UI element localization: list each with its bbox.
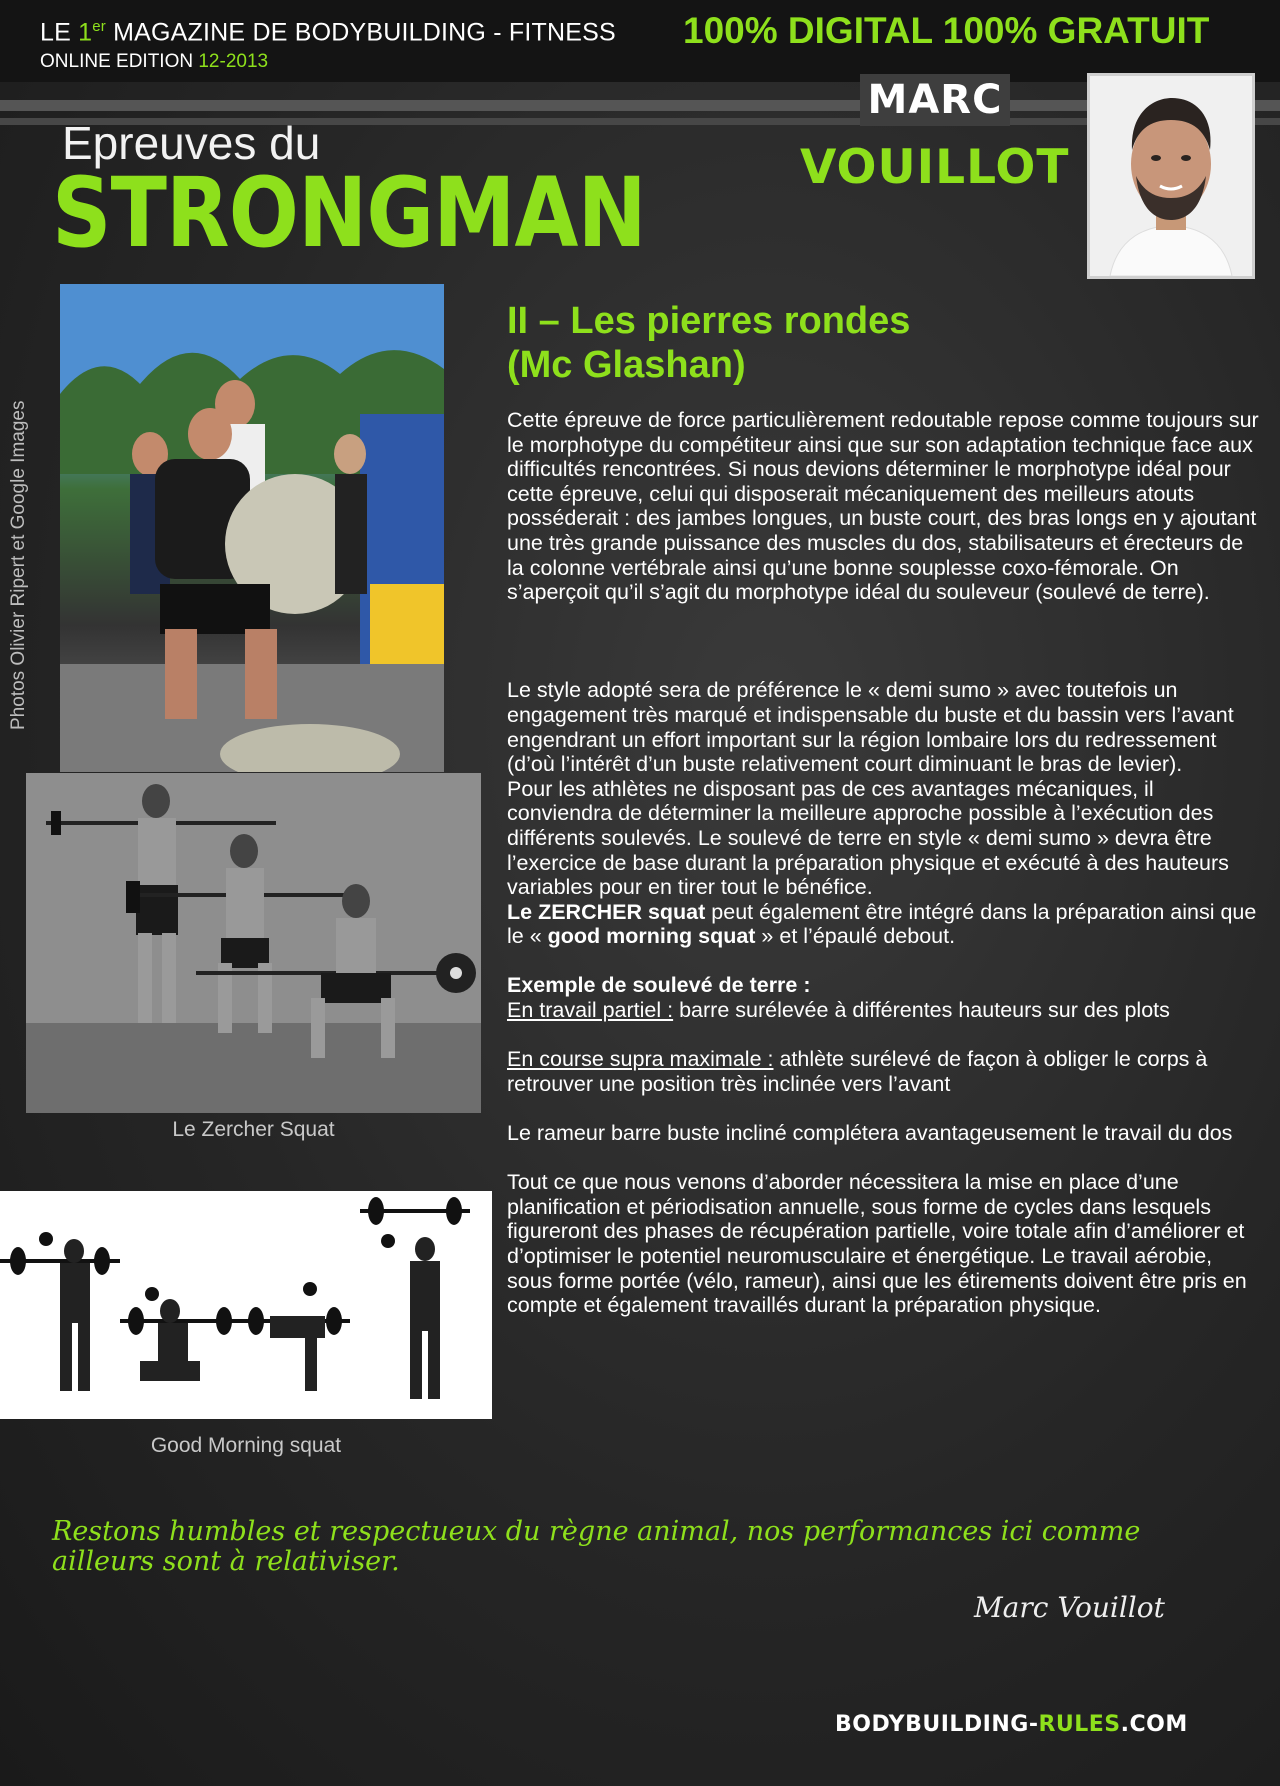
portrait-illustration [1090, 76, 1252, 276]
signature: Marc Vouillot [974, 1591, 1165, 1624]
good-morning-caption: Good Morning squat [150, 1434, 342, 1457]
footer-site[interactable] [835, 1712, 1188, 1737]
paragraph-4 [507, 900, 1259, 949]
article-title: STRONGMAN [52, 157, 646, 269]
paragraph-5: Le rameur barre buste incliné complétera avantageusement le travail du dos [507, 1121, 1233, 1146]
zercher-squat-photo [26, 773, 481, 1113]
tagline-sup: er [92, 18, 106, 35]
paragraph-3: Pour les athlètes ne disposant pas de ces avantages mécaniques, il conviendra de déterminer la meilleure approche possible à l’exécution des différents soulevés. Le soulevé de terre en style « demi sumo » devra être l’exercice de base durant la préparation physique et exécuté à des hauteurs variables pour en tirer tout le bénéfice. [507, 776, 1229, 900]
strongman-stone-photo [60, 284, 444, 772]
example-heading: Exemple de soulevé de terre : [507, 973, 811, 998]
example-2-text: athlète surélevé de façon à obliger le corps à retrouver une position très inclinée vers l’avant [507, 1047, 1208, 1096]
good-morning-photo [0, 1191, 492, 1419]
footer-site-part1: BODYBUILDING- [835, 1712, 1039, 1737]
footer-site-part3: .COM [1120, 1712, 1188, 1737]
paragraph-2: Le style adopté sera de préférence le « demi sumo » avec toutefois un engagement très marqué et indispensable du buste et du bassin vers l’avant engendrant un effort important sur la région lombaire lors du redressement (d’où l’intérêt d’un buste relativement court diminuant le bras de levier). [507, 678, 1234, 777]
edition-label: ONLINE EDITION [40, 51, 199, 72]
footer-site-part2: RULES [1038, 1712, 1121, 1737]
good-morning-bold: good morning squat [547, 924, 756, 949]
paragraph-6: Tout ce que nous venons d’aborder nécessitera la mise en place d’une planification et périodisation annuelle, sous forme de cycles dans lesquels figureront des phases de récupération partielle, voire totale afin d’améliorer et d’optimiser le potentiel neuromusculaire et énergétique. Le travail aérobie, sous forme portée (vélo, rameur), ainsi que les étirements doivent être pris en compte et également travaillés durant la préparation physique. [507, 1170, 1247, 1318]
example-1-label: En travail partiel : [507, 998, 674, 1023]
author-portrait [1087, 73, 1255, 279]
article-body [507, 408, 1259, 1318]
closing-quote: Restons humbles et respectueux du règne animal, nos performances ici comme ailleurs sont à relativiser. [52, 1516, 1141, 1577]
p4-text1: peut également être intégré dans la préparation ainsi que le « [507, 899, 1257, 949]
edition-line [40, 51, 268, 73]
photo-credit: Photos Olivier Ripert et Google Images [8, 400, 29, 730]
article-kicker: Epreuves du [62, 117, 321, 169]
example-2-label: En course supra maximale : [507, 1047, 774, 1072]
p4-text2: » et l’épaulé debout. [755, 924, 956, 949]
example-2 [507, 1047, 1259, 1096]
author-first-name: MARC [860, 74, 1010, 126]
zercher-bold: Le ZERCHER squat [507, 899, 706, 924]
stone-lift-illustration [60, 284, 444, 772]
section-title-line2: (Mc Glashan) [507, 343, 746, 386]
example-1 [507, 998, 1259, 1023]
edition-date: 12-2013 [198, 51, 269, 72]
example-1-text: barre surélevée à différentes hauteurs sur des plots [673, 998, 1170, 1023]
section-title [507, 300, 1247, 387]
magazine-tagline [40, 18, 616, 47]
tagline-rest: MAGAZINE DE BODYBUILDING - FITNESS [105, 18, 616, 47]
tagline-prefix: LE [40, 18, 79, 47]
tagline-number: 1 [78, 18, 93, 47]
section-title-line1: II – Les pierres rondes [507, 300, 911, 342]
zercher-illustration [26, 773, 481, 1113]
good-morning-illustration [0, 1191, 492, 1419]
digital-free-badge: 100% DIGITAL 100% GRATUIT [683, 10, 1210, 51]
paragraph-1: Cette épreuve de force particulièrement redoutable repose comme toujours sur le morphotype du compétiteur ainsi que sur son adaptation technique face aux difficultés rencontrées. Si nous devions déterminer le morphotype idéal pour cette épreuve, celui qui disposerait mécaniquement des meilleurs atouts posséderait : des jambes longues, un buste court, des bras longs en y ajoutant une très grande puissance des muscles du dos, stabilisateurs et érecteurs de la colonne vertébrale ainsi qu’une bonne souplesse coxo-fémorale. On s’aperçoit qu’il s’agit du morphotype idéal du souleveur (soulevé de terre). [507, 408, 1259, 605]
zercher-caption: Le Zercher Squat [172, 1118, 335, 1141]
author-last-name: VOUILLOT [800, 140, 1070, 195]
